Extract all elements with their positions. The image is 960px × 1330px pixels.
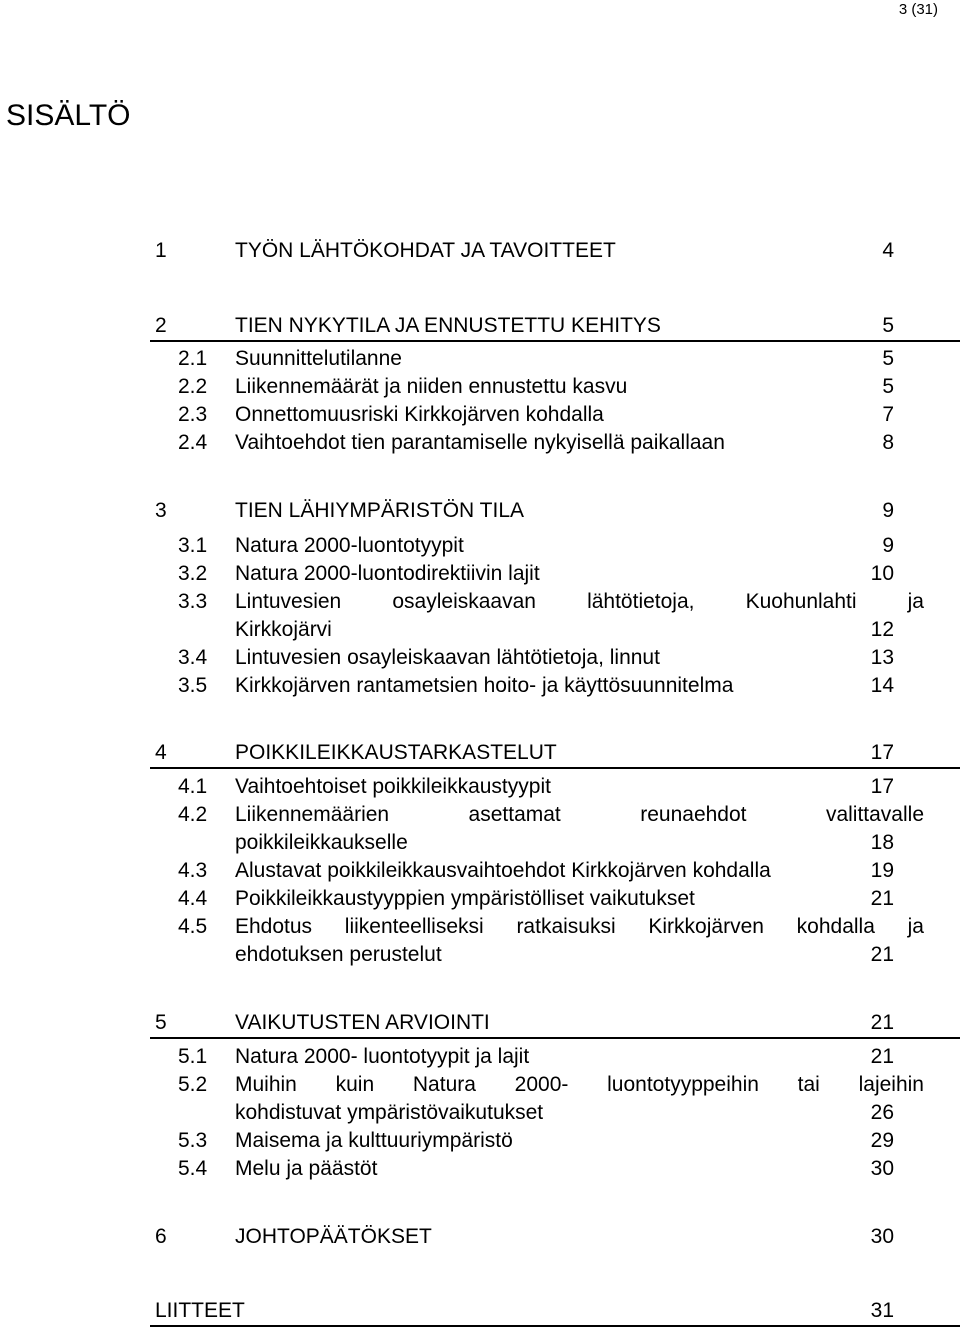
toc-entry-4-2[interactable]: [0, 800, 960, 830]
toc-number: 4.3: [178, 859, 208, 882]
toc-page: 8: [882, 431, 894, 454]
toc-entry-5[interactable]: [0, 1008, 960, 1038]
toc-label: TYÖN LÄHTÖKOHDAT JA TAVOITTEET: [235, 239, 616, 262]
toc-entry-6[interactable]: [0, 1222, 960, 1252]
section-underline: [150, 767, 960, 769]
toc-label: TIEN NYKYTILA JA ENNUSTETTU KEHITYS: [235, 314, 661, 337]
toc-page: 5: [882, 314, 894, 337]
section-underline: [150, 340, 960, 342]
toc-number: 5.1: [178, 1045, 208, 1068]
toc-page: 26: [870, 1101, 894, 1124]
toc-number: 4: [155, 741, 167, 764]
page-title: SISÄLTÖ: [6, 99, 131, 132]
toc-label-continued: poikkileikkaukselle: [235, 831, 408, 854]
toc-label: POIKKILEIKKAUSTARKASTELUT: [235, 741, 557, 764]
toc-page: 14: [870, 674, 894, 697]
toc-number: 4.4: [178, 887, 208, 910]
toc-entry-2-3[interactable]: [0, 400, 960, 430]
toc-number: 3.4: [178, 646, 208, 669]
toc-entry-2-2[interactable]: [0, 372, 960, 402]
toc-page: 19: [870, 859, 894, 882]
toc-label: VAIKUTUSTEN ARVIOINTI: [235, 1011, 490, 1034]
toc-number: 4.5: [178, 915, 208, 938]
toc-entry-5-4[interactable]: [0, 1154, 960, 1184]
toc-page: 9: [882, 534, 894, 557]
toc-entry-4-5-cont[interactable]: [0, 940, 960, 970]
toc-label: TIEN LÄHIYMPÄRISTÖN TILA: [235, 499, 525, 522]
toc-number: 2: [155, 314, 167, 337]
toc-page: 31: [870, 1299, 894, 1322]
toc-label: Ehdotus liikenteelliseksi ratkaisuksi Kirkkojärven kohdalla ja: [235, 915, 924, 938]
toc-page: 21: [870, 943, 894, 966]
toc-number: 1: [155, 239, 167, 262]
toc-page: 12: [870, 618, 894, 641]
toc-entry-3-4[interactable]: [0, 643, 960, 673]
toc-number: 3.1: [178, 534, 208, 557]
toc-page: 5: [882, 347, 894, 370]
toc-entry-5-3[interactable]: [0, 1126, 960, 1156]
toc-entry-2[interactable]: [0, 311, 960, 341]
toc-label: Natura 2000-luontodirektiivin lajit: [235, 562, 540, 585]
toc-number: 5.3: [178, 1129, 208, 1152]
toc-label: Lintuvesien osayleiskaavan lähtötietoja, Kuohunlahti ja: [235, 590, 924, 613]
toc-number: 2.2: [178, 375, 208, 398]
toc-label: Poikkileikkaustyyppien ympäristölliset vaikutukset: [235, 887, 695, 910]
toc-entry-4-2-cont[interactable]: [0, 828, 960, 858]
toc-number: 3.3: [178, 590, 208, 613]
toc-page: 21: [870, 1045, 894, 1068]
toc-label-continued: Kirkkojärvi: [235, 618, 332, 641]
toc-page: 29: [870, 1129, 894, 1152]
section-underline: [150, 1037, 960, 1039]
toc-number: 2.1: [178, 347, 208, 370]
toc-entry-3[interactable]: [0, 496, 960, 526]
toc-entry-4-3[interactable]: [0, 856, 960, 886]
toc-label-continued: kohdistuvat ympäristövaikutukset: [235, 1101, 544, 1124]
toc-number: 3.5: [178, 674, 208, 697]
toc-label: Lintuvesien osayleiskaavan lähtötietoja, linnut: [235, 646, 660, 669]
toc-number: 5: [155, 1011, 167, 1034]
toc-number: 4.1: [178, 775, 208, 798]
toc-entry-3-3-cont[interactable]: [0, 615, 960, 645]
toc-entry-3-5[interactable]: [0, 671, 960, 701]
toc-entry-4-4[interactable]: [0, 884, 960, 914]
toc-page: 18: [870, 831, 894, 854]
toc-number: 6: [155, 1225, 167, 1248]
toc-label: Vaihtoehtoiset poikkileikkaustyypit: [235, 775, 551, 798]
toc-page: 17: [870, 775, 894, 798]
toc-entry-4[interactable]: [0, 738, 960, 768]
toc-label: Onnettomuusriski Kirkkojärven kohdalla: [235, 403, 604, 426]
toc-number: 4.2: [178, 803, 208, 826]
toc-page: 4: [882, 239, 894, 262]
toc-label: Alustavat poikkileikkausvaihtoehdot Kirkkojärven kohdalla: [235, 859, 771, 882]
toc-entry-3-3[interactable]: [0, 587, 960, 617]
toc-label: Kirkkojärven rantametsien hoito- ja käyttösuunnitelma: [235, 674, 734, 697]
toc-page: 21: [870, 887, 894, 910]
toc-page: 10: [870, 562, 894, 585]
toc-label: Melu ja päästöt: [235, 1157, 378, 1180]
toc-entry-5-1[interactable]: [0, 1042, 960, 1072]
toc-label: Natura 2000-luontotyypit: [235, 534, 464, 557]
toc-entry-5-2[interactable]: [0, 1070, 960, 1100]
toc-entry-appendices[interactable]: [0, 1296, 960, 1326]
toc-entry-1[interactable]: [0, 236, 960, 266]
toc-number: 2.3: [178, 403, 208, 426]
toc-entry-4-5[interactable]: [0, 912, 960, 942]
toc-page: 17: [870, 741, 894, 764]
toc-number: 5.4: [178, 1157, 208, 1180]
toc-page: 9: [882, 499, 894, 522]
toc-page: 30: [870, 1225, 894, 1248]
toc-label: Vaihtoehdot tien parantamiselle nykyisellä paikallaan: [235, 431, 725, 454]
toc-page: 30: [870, 1157, 894, 1180]
page-indicator: 3 (31): [898, 1, 938, 18]
toc-entry-4-1[interactable]: [0, 772, 960, 802]
toc-label: Maisema ja kulttuuriympäristö: [235, 1129, 513, 1152]
toc-entry-2-1[interactable]: [0, 344, 960, 374]
toc-label: Liikennemäärien asettamat reunaehdot valittavalle: [235, 803, 924, 826]
toc-number: 2.4: [178, 431, 208, 454]
toc-page: 5: [882, 375, 894, 398]
toc-number: 3.2: [178, 562, 208, 585]
toc-page: 7: [882, 403, 894, 426]
toc-entry-5-2-cont[interactable]: [0, 1098, 960, 1128]
toc-label: LIITTEET: [155, 1299, 245, 1322]
toc-label: JOHTOPÄÄTÖKSET: [235, 1225, 432, 1248]
toc-label: Natura 2000- luontotyypit ja lajit: [235, 1045, 530, 1068]
toc-entry-3-2[interactable]: [0, 559, 960, 589]
toc-label: Liikennemäärät ja niiden ennustettu kasvu: [235, 375, 628, 398]
toc-entry-3-1[interactable]: [0, 531, 960, 561]
toc-entry-2-4[interactable]: [0, 428, 960, 458]
section-underline: [150, 1325, 960, 1327]
toc-label: Suunnittelutilanne: [235, 347, 402, 370]
toc-number: 5.2: [178, 1073, 208, 1096]
toc-label-continued: ehdotuksen perustelut: [235, 943, 442, 966]
toc-number: 3: [155, 499, 167, 522]
toc-page: 21: [870, 1011, 894, 1034]
toc-page: 13: [870, 646, 894, 669]
toc-label: Muihin kuin Natura 2000- luontotyyppeihin tai lajeihin: [235, 1073, 924, 1096]
